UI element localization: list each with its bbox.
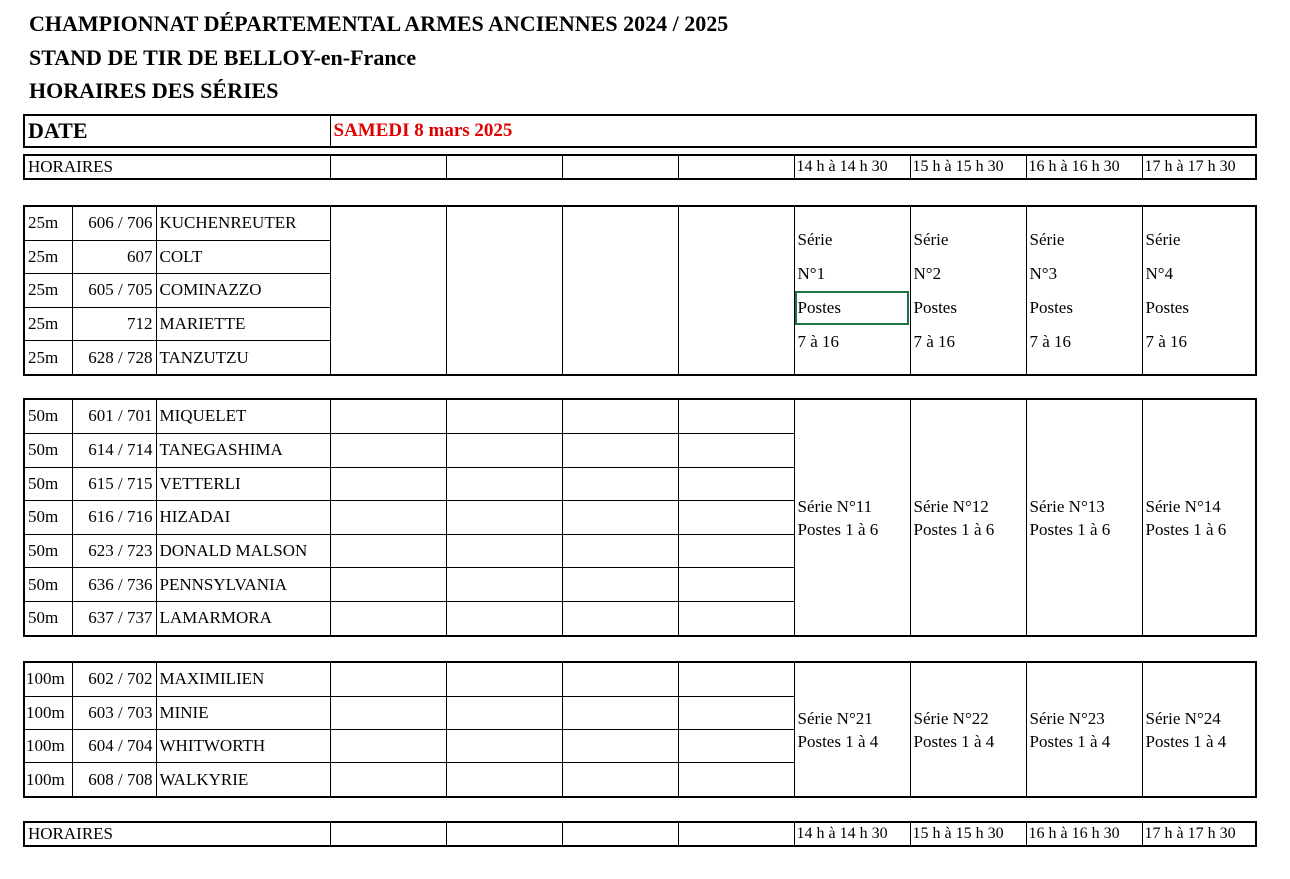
serie-2[interactable]: Série N°2 Postes 7 à 16 xyxy=(910,206,1026,375)
table-row: 100m 602 / 702 MAXIMILIEN Série N°21 Postes 1 à 4 Série N°22 Postes 1 à 4 Série N°23 Postes 1 à 4 Série N°24 Postes 1 à 4 xyxy=(24,662,1256,696)
table-25m xyxy=(23,205,1257,376)
serie-22[interactable]: Série N°22 Postes 1 à 4 xyxy=(910,662,1026,797)
serie-23[interactable]: Série N°23 Postes 1 à 4 xyxy=(1026,662,1142,797)
serie-24[interactable]: Série N°24 Postes 1 à 4 xyxy=(1142,662,1256,797)
table-row: 50m 615 / 715 VETTERLI xyxy=(24,467,1256,501)
slot-3[interactable]: 16 h à 16 h 30 xyxy=(1026,155,1142,179)
table-row: 25m 607 COLT xyxy=(24,240,1256,273)
serie-13[interactable]: Série N°13 Postes 1 à 6 xyxy=(1026,399,1142,636)
title-venue: STAND DE TIR DE BELLOY-en-France xyxy=(29,45,417,70)
table-row: 50m 636 / 736 PENNSYLVANIA xyxy=(24,568,1256,602)
date-table xyxy=(23,114,1257,148)
slot-4-bottom[interactable]: 17 h à 17 h 30 xyxy=(1142,822,1256,846)
slot-2[interactable]: 15 h à 15 h 30 xyxy=(910,155,1026,179)
table-row: 25m 628 / 728 TANZUTZU xyxy=(24,341,1256,375)
serie-21[interactable]: Série N°21 Postes 1 à 4 xyxy=(794,662,910,797)
serie-4[interactable]: Série N°4 Postes 7 à 16 xyxy=(1142,206,1256,375)
table-row: 50m 637 / 737 LAMARMORA xyxy=(24,601,1256,636)
slot-1[interactable]: 14 h à 14 h 30 xyxy=(794,155,910,179)
table-100m xyxy=(23,661,1257,798)
table-row: 25m 712 MARIETTE xyxy=(24,307,1256,340)
title-championship: CHAMPIONNAT DÉPARTEMENTAL ARMES ANCIENNES 2024 / 2025 xyxy=(29,11,729,36)
date-value[interactable]: SAMEDI 8 mars 2025 xyxy=(330,115,1256,147)
serie-11[interactable]: Série N°11 Postes 1 à 6 xyxy=(794,399,910,636)
row-weapon[interactable]: KUCHENREUTER xyxy=(156,206,330,240)
table-row: 100m 603 / 703 MINIE xyxy=(24,696,1256,729)
row-distance[interactable]: 25m xyxy=(24,206,72,240)
horaires-label[interactable]: HORAIRES xyxy=(24,155,330,179)
row-code[interactable]: 606 / 706 xyxy=(72,206,156,240)
slot-2-bottom[interactable]: 15 h à 15 h 30 xyxy=(910,822,1026,846)
serie-12[interactable]: Série N°12 Postes 1 à 6 xyxy=(910,399,1026,636)
serie-14[interactable]: Série N°14 Postes 1 à 6 xyxy=(1142,399,1256,636)
serie-3[interactable]: Série N°3 Postes 7 à 16 xyxy=(1026,206,1142,375)
table-row: 50m 616 / 716 HIZADAI xyxy=(24,501,1256,535)
table-row: 50m 623 / 723 DONALD MALSON xyxy=(24,534,1256,568)
table-row xyxy=(24,206,1256,240)
serie-1[interactable]: Série N°1 Postes 7 à 16 xyxy=(794,206,910,375)
table-row: 50m 614 / 714 TANEGASHIMA xyxy=(24,433,1256,467)
table-row: 50m 601 / 701 MIQUELET Série N°11 Postes 1 à 6 Série N°12 Postes 1 à 6 Série N°13 Postes 1 à 6 Série N°14 Postes 1 à 6 xyxy=(24,399,1256,433)
selected-cell[interactable]: Postes xyxy=(795,291,909,325)
date-label[interactable]: DATE xyxy=(24,115,330,147)
table-row: 100m 608 / 708 WALKYRIE xyxy=(24,763,1256,797)
table-50m xyxy=(23,398,1257,637)
slot-1-bottom[interactable]: 14 h à 14 h 30 xyxy=(794,822,910,846)
table-row: 100m 604 / 704 WHITWORTH xyxy=(24,729,1256,762)
title-schedule: HORAIRES DES SÉRIES xyxy=(29,78,279,103)
slot-4[interactable]: 17 h à 17 h 30 xyxy=(1142,155,1256,179)
horaires-table-top xyxy=(23,154,1257,180)
horaires-table-bottom xyxy=(23,821,1257,847)
table-row: 25m 605 / 705 COMINAZZO xyxy=(24,274,1256,307)
horaires-label-bottom[interactable]: HORAIRES xyxy=(24,822,330,846)
slot-3-bottom[interactable]: 16 h à 16 h 30 xyxy=(1026,822,1142,846)
